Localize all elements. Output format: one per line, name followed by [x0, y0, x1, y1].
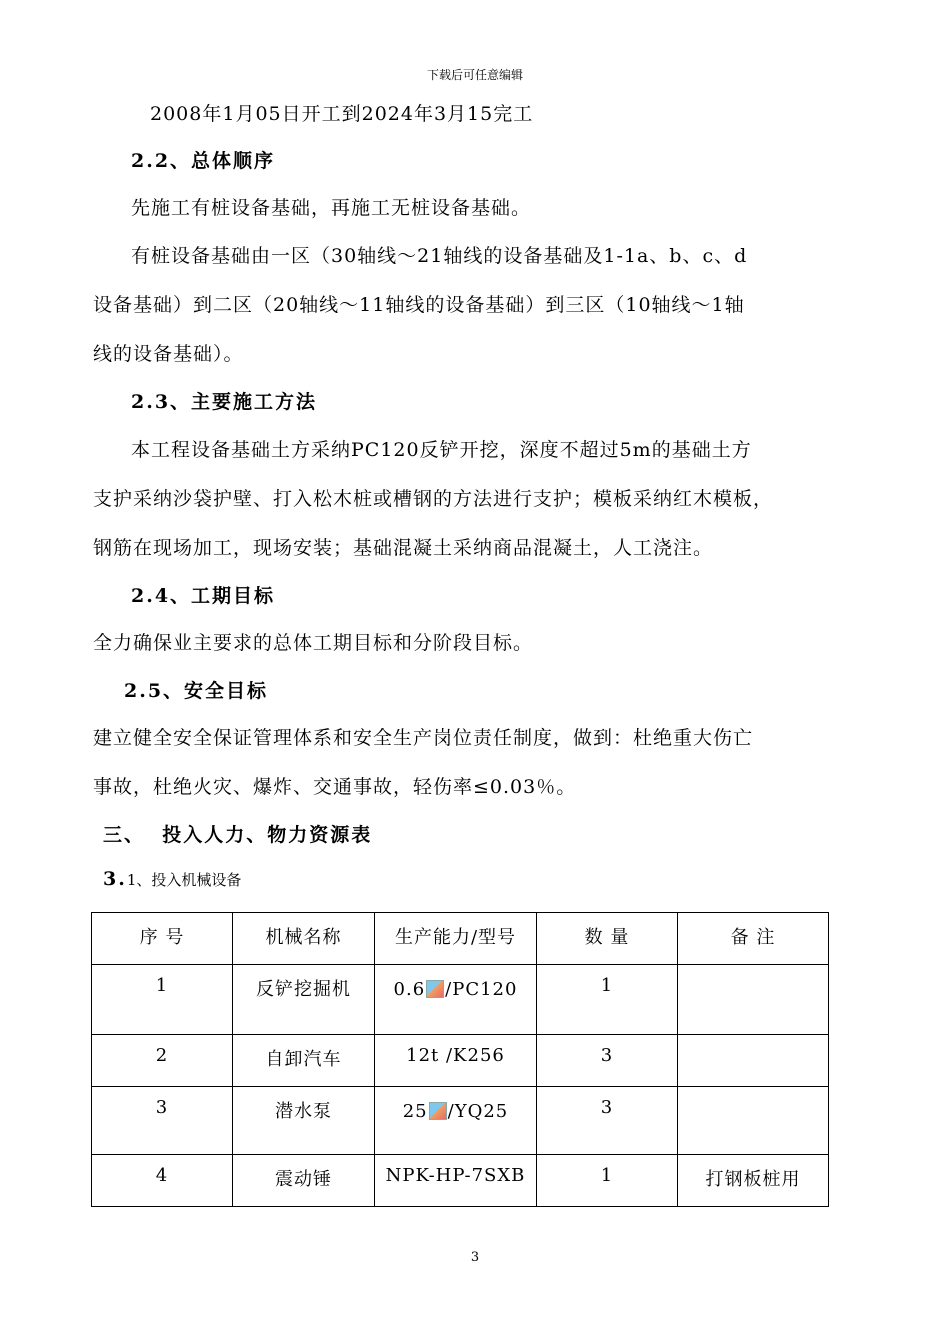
heading-2-4: 2.4、工期目标	[131, 585, 276, 607]
spec-model: /YQ25	[447, 1101, 509, 1122]
table-header-row	[92, 913, 829, 965]
page-header: 下载后可任意编辑	[426, 68, 523, 82]
header-cell-qty: 数 量	[537, 913, 678, 965]
heading-3: 三、 投入人力、物力资源表	[103, 824, 373, 846]
paragraph-2-3-b: 支护采纳沙袋护壁、打入松木桩或槽钢的方法进行支护；模板采纳红木模板，	[93, 488, 774, 510]
cell-qty: 1	[537, 965, 678, 1035]
paragraph-2-5-a: 建立健全安全保证管理体系和安全生产岗位责任制度，做到：杜绝重大伤亡	[93, 727, 754, 749]
cell-name: 潜水泵	[233, 1087, 375, 1155]
paragraph-2-2-b3: 线的设备基础）。	[93, 343, 244, 365]
image-placeholder-icon	[429, 1102, 447, 1120]
cell-no: 4	[92, 1155, 233, 1207]
table-row	[92, 1035, 829, 1087]
paragraph-2-2-b2: 设备基础）到二区（20轴线～11轴线的设备基础）到三区（10轴线～1轴	[93, 294, 745, 316]
cell-name: 震动锤	[233, 1155, 375, 1207]
spec-value: 25	[402, 1101, 428, 1122]
cell-spec: 12t /K256	[375, 1035, 537, 1087]
cell-note	[678, 965, 829, 1035]
cell-note	[678, 1087, 829, 1155]
cell-qty: 3	[537, 1035, 678, 1087]
cell-note: 打钢板桩用	[678, 1155, 829, 1207]
heading-3-1	[103, 868, 241, 890]
spec-value: 0.6	[393, 979, 426, 1000]
cell-no: 1	[92, 965, 233, 1035]
cell-qty: 1	[537, 1155, 678, 1207]
cell-name: 自卸汽车	[233, 1035, 375, 1087]
paragraph-2-2-b1: 有桩设备基础由一区（30轴线～21轴线的设备基础及1-1a、b、c、d	[131, 245, 748, 267]
cell-qty: 3	[537, 1087, 678, 1155]
heading-3-1-number: 3.	[103, 868, 127, 890]
paragraph-2-2-a: 先施工有桩设备基础，再施工无桩设备基础。	[131, 197, 532, 219]
cell-spec: NPK-HP-7SXB	[375, 1155, 537, 1207]
cell-name: 反铲挖掘机	[233, 965, 375, 1035]
heading-2-5: 2.5、安全目标	[124, 680, 269, 702]
table-row	[92, 965, 829, 1035]
table-row	[92, 1155, 829, 1207]
cell-note	[678, 1035, 829, 1087]
spec-model: /PC120	[445, 979, 518, 1000]
heading-2-2: 2.2、总体顺序	[131, 150, 276, 172]
cell-no: 2	[92, 1035, 233, 1087]
cell-no: 3	[92, 1087, 233, 1155]
header-cell-note: 备 注	[678, 913, 829, 965]
image-placeholder-icon	[426, 980, 444, 998]
paragraph-2-5-b: 事故，杜绝火灾、爆炸、交通事故，轻伤率≤0.03％。	[93, 776, 577, 798]
paragraph-2-3-a: 本工程设备基础土方采纳PC120反铲开挖，深度不超过5m的基础土方	[131, 439, 752, 461]
heading-3-1-text: 1、投入机械设备	[126, 871, 242, 889]
heading-2-3: 2.3、主要施工方法	[131, 391, 318, 413]
equipment-table	[91, 912, 829, 1207]
header-cell-name: 机械名称	[233, 913, 375, 965]
schedule-text: 2008年1月05日开工到2024年3月15完工	[150, 103, 534, 125]
paragraph-2-3-c: 钢筋在现场加工，现场安装；基础混凝土采纳商品混凝土，人工浇注。	[93, 537, 714, 559]
paragraph-2-4: 全力确保业主要求的总体工期目标和分阶段目标。	[93, 632, 534, 654]
table-row	[92, 1087, 829, 1155]
header-cell-spec: 生产能力/型号	[375, 913, 537, 965]
header-cell-no: 序 号	[92, 913, 233, 965]
cell-spec	[375, 1087, 537, 1155]
page-number: 3	[470, 1250, 480, 1265]
cell-spec	[375, 965, 537, 1035]
